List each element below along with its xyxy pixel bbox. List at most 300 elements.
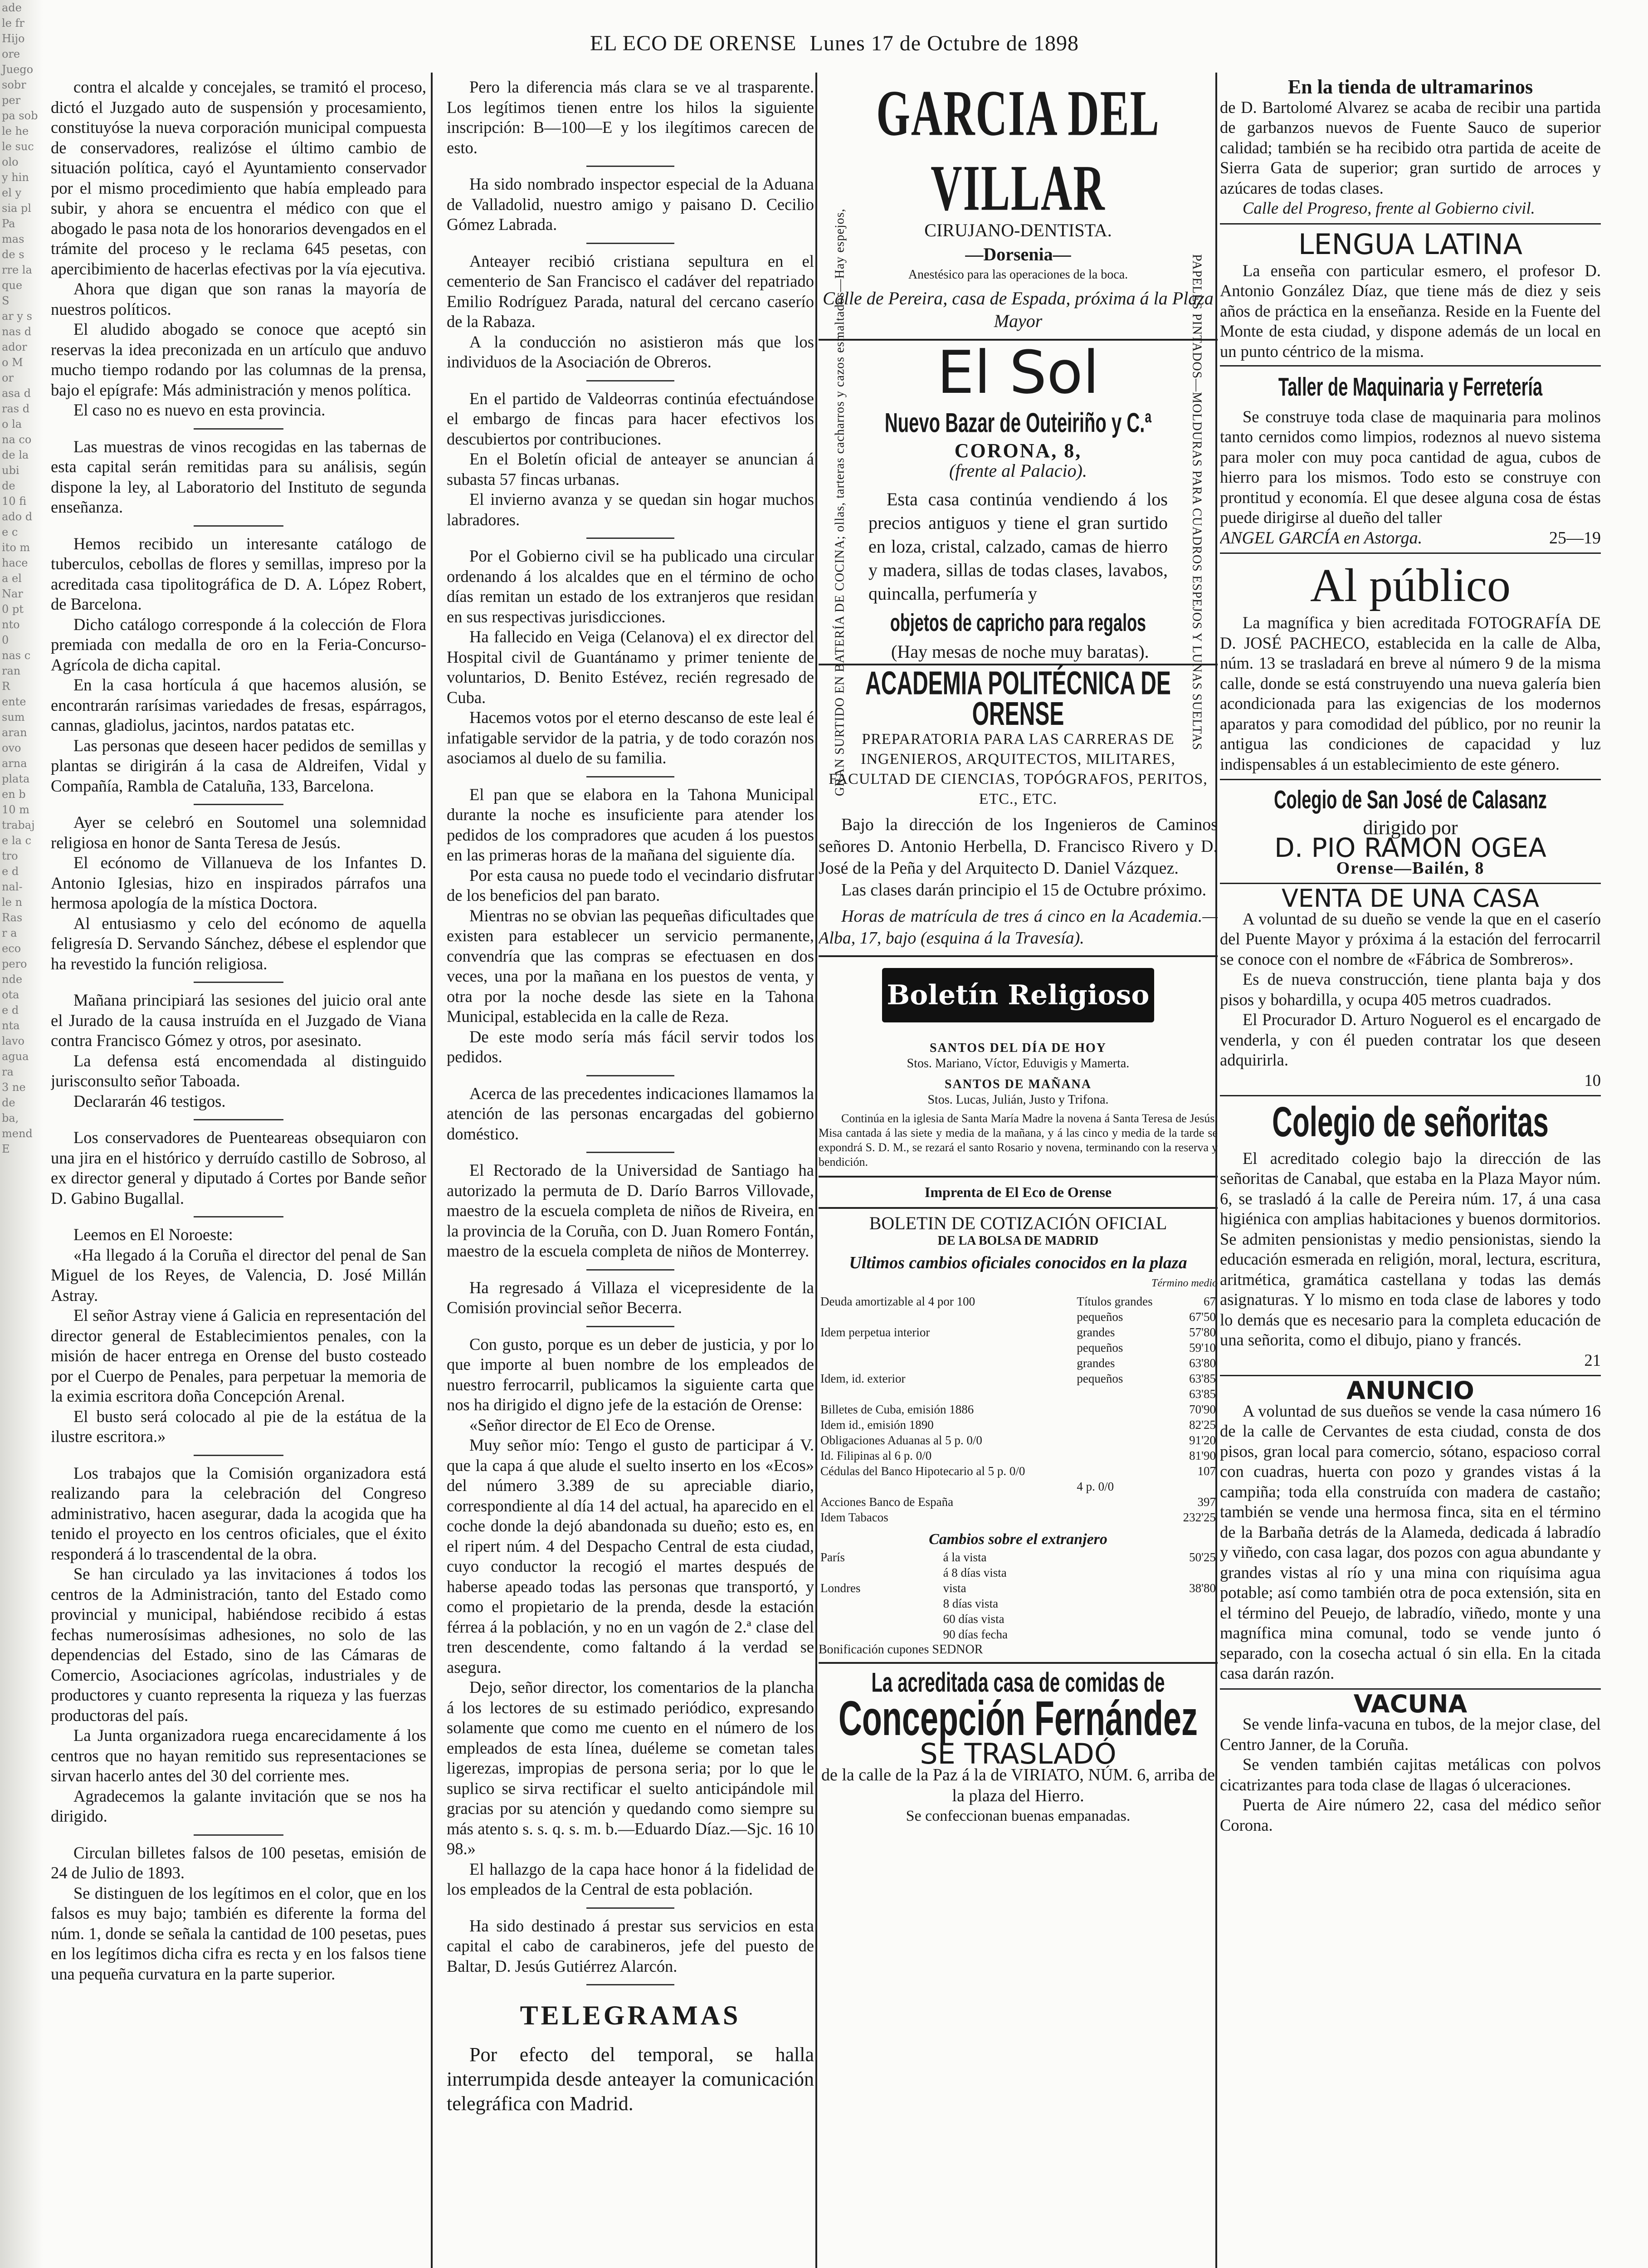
- table-row: [819, 1340, 1218, 1355]
- boletin-banner: Boletín Religioso: [882, 968, 1154, 1022]
- telegramas-text: Por efecto del temporal, se halla interrumpida desde anteayer la comunicación telegráfica con Madrid.: [447, 2043, 814, 2115]
- margin-fragment: ente: [2, 695, 26, 708]
- senoritas-ref: 21: [1584, 1350, 1601, 1369]
- margin-fragment: na co: [2, 433, 32, 446]
- margin-fragment: e la c: [2, 834, 31, 847]
- table-cell: á 8 días vista: [943, 1566, 1007, 1579]
- margin-fragment: 0 pt: [2, 603, 24, 616]
- table-cell: [819, 1355, 1075, 1371]
- margin-fragment: sum: [2, 711, 25, 723]
- table-cell: 67'50: [1189, 1310, 1216, 1324]
- calasanz-address: Orense—Bailén, 8: [1336, 858, 1485, 878]
- article-paragraph: Mientras no se obvian las pequeñas dificultades que existen para establecer un servicio permanente, convendría que las compras se efectuasen en dos veces, una por la mañana en los puestos de venta, y otra por la noche desde las siete en la Tahona Municipal, establecida en la calle de Reza.: [447, 906, 814, 1026]
- table-cell: [819, 1479, 1075, 1494]
- venta-ref: 10: [1584, 1070, 1601, 1090]
- margin-fragment: de: [2, 479, 15, 492]
- margin-fragment: ar y s: [2, 310, 32, 323]
- article-separator: [447, 1144, 814, 1160]
- margin-fragment: le fr: [2, 17, 24, 29]
- academia-prep: PREPARATORIA PARA LAS CARRERAS DE INGENIEROS, ARQUITECTOS, MILITARES, FACULTAD DE CIENCIAS, TOPÓGRAFOS, PERITOS, ETC., ETC.: [829, 731, 1208, 807]
- margin-fragment: o la: [2, 418, 22, 430]
- ultramarinos-address: Calle del Progreso, frente al Gobierno civil.: [1243, 199, 1535, 217]
- table-cell: [1075, 1402, 1173, 1417]
- table-cell: 70'90: [1189, 1402, 1216, 1416]
- article-separator: [447, 768, 814, 785]
- telegramas-title: TELEGRAMAS: [520, 2000, 741, 2030]
- table-cell: 8 días vista: [943, 1597, 999, 1610]
- article-paragraph: Se han circulado ya las invitaciones á todos los centros de la Administración, tanto del Estado como provincial y municipal, habiéndose recibido á estas fechas numerosísimas adhesiones, no solo de las dependencias del Estado, sino de las Cámaras de Comercio, Asociaciones agrícolas, industriales y de productores y cuanto representa la riqueza y las fuerzas productoras del país.: [51, 1564, 426, 1725]
- margin-fragment: or: [2, 371, 14, 384]
- article-separator: [51, 1447, 426, 1463]
- article-paragraph: Las muestras de vinos recogidas en las tabernas de esta capital serán remitidas para su análisis, según dispone la ley, al Laboratorio del Instituto de segunda enseñanza.: [51, 437, 426, 516]
- table-row: [819, 1355, 1218, 1371]
- table-cell: 91'20: [1189, 1433, 1216, 1447]
- article-separator: [447, 1318, 814, 1334]
- margin-fragment: ra: [2, 1066, 14, 1078]
- table-cell: 63'85: [1189, 1387, 1216, 1401]
- margin-fragment: aran: [2, 726, 27, 739]
- table-cell: [1075, 1463, 1173, 1479]
- concepcion-note: Se confeccionan buenas empanadas.: [906, 1807, 1131, 1824]
- margin-fragment: ota: [2, 988, 20, 1001]
- dentist-address: Calle de Pereira, casa de Espada, próxima á la Plaza Mayor: [823, 288, 1214, 331]
- margin-fragment: que: [2, 279, 23, 292]
- margin-fragment: nas c: [2, 649, 31, 662]
- table-cell: [1132, 1627, 1218, 1642]
- academia-ad: [819, 665, 1218, 957]
- article-paragraph: Ha regresado á Villaza el vicepresidente de la Comisión provincial señor Becerra.: [447, 1278, 814, 1317]
- article-paragraph: Ha fallecido en Veiga (Celanova) el ex director del Hospital civil de Guantánamo y primer teniente de voluntarios, D. Benito Estévez, recién regresado de Cuba.: [447, 627, 814, 707]
- academia-classes: Las clases darán principio el 15 de Octubre próximo.: [841, 880, 1207, 899]
- margin-fragment: ito m: [2, 541, 30, 554]
- academia-direction: Bajo la dirección de los Ingenieros de Caminos señores D. Antonio Herbella, D. Francisco Rivero y D. José de la Peña y del Arquitecto D. Daniel Vázquez.: [819, 815, 1218, 878]
- margin-fragment: arna: [2, 757, 27, 770]
- page-header: [54, 31, 1614, 63]
- article-paragraph: En la casa hortícula á que hacemos alusión, se encontrarán rarísimas variedades de fresas, espárragos, cannas, gladiolus, jacintos, nardos patatas etc.: [51, 675, 426, 734]
- calasanz-ad: [1220, 780, 1601, 884]
- article-paragraph: Ha sido nombrado inspector especial de la Aduana de Valladolid, nuestro amigo y paisano D. Cecilio Gómez Labrada.: [447, 175, 814, 234]
- table-cell: Deuda amortizable al 4 por 100: [820, 1294, 975, 1308]
- article-paragraph: Al entusiasmo y celo del ecónomo de aquella feligresía D. Servando Sánchez, débese el esplendor que ha revestido la función religiosa.: [51, 914, 426, 973]
- margin-fragment: e d: [2, 1004, 19, 1017]
- concepcion-intro: La acreditada casa de comidas de: [871, 1667, 1165, 1698]
- article-paragraph: Por el Gobierno civil se ha publicado una circular ordenando á los alcaldes que en el término de ocho días remitan un estado de los extranjeros que residan en sus respectivas jurisdicciones.: [447, 547, 814, 626]
- table-cell: [1075, 1386, 1173, 1402]
- issue-date: Lunes 17 de Octubre de 1898: [809, 31, 1079, 55]
- margin-fragment: en b: [2, 788, 26, 801]
- article-paragraph: El ecónomo de Villanueva de los Infantes D. Antonio Iglesias, hizo en inspirados párrafos una hermosa apología de la mística Doctora.: [51, 853, 426, 912]
- publico-body: La magnífica y bien acreditada FOTOGRAFÍA DE D. JOSÉ PACHECO, establecida en la calle de Alba, núm. 13 se trasladará en breve al número 9 de la misma calle, donde se está construyendo una nueva galería bien acondicionada para las exigencias de los modernos aparatos y para comodidad del público, por no reunir la antigua las condiciones de capacidad y luz indispensables á un establecimiento de este género.: [1220, 613, 1601, 773]
- article-paragraph: La Junta organizadora ruega encarecidamente á los centros que no hayan remitido sus representaciones se sirvan hacerlo antes del 30 del corriente mes.: [51, 1726, 426, 1785]
- table-cell: [819, 1596, 941, 1611]
- margin-fragment: ran: [2, 665, 21, 677]
- margin-fragment: nta: [2, 1019, 20, 1032]
- column-4: [1220, 77, 1601, 2268]
- table-cell: [1132, 1596, 1218, 1611]
- table-row: [819, 1565, 1218, 1580]
- article-paragraph: El caso no es nuevo en esta provincia.: [73, 401, 326, 419]
- table-cell: Cédulas del Banco Hipotecario al 5 p. 0/0: [820, 1464, 1025, 1478]
- sol-tables: (Hay mesas de noche muy baratas).: [891, 641, 1149, 662]
- column-rule-2: [815, 73, 817, 2268]
- margin-fragment: ba,: [2, 1112, 19, 1124]
- sol-side-left: GRAN SURTIDO EN BATERÍA DE COCINA; ollas, tarteras cacharros y cazos esmaltados—Hay espejos,: [833, 208, 847, 796]
- table-row: [819, 1549, 1218, 1565]
- margin-fragment: Pa: [2, 217, 15, 230]
- column-1: [51, 77, 426, 2268]
- margin-fragment: nde: [2, 973, 23, 986]
- table-row: [819, 1325, 1218, 1340]
- margin-fragment: de: [2, 1096, 15, 1109]
- dentist-title: CIRUJANO-DENTISTA.: [924, 220, 1112, 240]
- margin-fragment: tro: [2, 850, 18, 862]
- article-paragraph: En el Boletín oficial de anteayer se anuncian á subasta 57 fincas urbanas.: [447, 450, 814, 489]
- cotizacion-col-header: Término medio: [1151, 1277, 1218, 1289]
- concepcion-name: Concepción Fernández: [838, 1691, 1198, 1746]
- sol-gifts: objetos de capricho para regalos: [890, 608, 1146, 636]
- table-cell: 90 días fecha: [943, 1628, 1008, 1641]
- concepcion-address: de la calle de la Paz á la de VIRIATO, NÚM. 6, arriba de la plaza del Hierro.: [821, 1765, 1215, 1805]
- article-paragraph: El Rectorado de la Universidad de Santiago ha autorizado la permuta de D. Darío Barros Villovade, maestro de la escuela completa de niños de Riveira, en la provincia de la Coruña, con D. Juan Romero Fontán, maestro de la escuela completa de niños de Monterrey.: [447, 1161, 814, 1260]
- margin-fragment: nto: [2, 618, 20, 631]
- table-cell: Billetes de Cuba, emisión 1886: [820, 1402, 974, 1416]
- taller-body: Se construye toda clase de maquinaria para molinos tanto cernidos como limpios, rodeznos al nuevo sistema para moler con muy poca cantidad de agua, cubos de hierro para los mismos. Todo esto se construye con prontitud y economía. El que desee alguna cosa de éstas puede dirigirse al dueño del taller: [1220, 407, 1601, 527]
- margin-fragment: R: [2, 680, 10, 693]
- column-3: [819, 77, 1218, 2268]
- article-separator: [51, 420, 426, 437]
- table-cell: [819, 1611, 941, 1627]
- column-2: [447, 77, 814, 2268]
- adjacent-page-margin: [0, 0, 43, 2268]
- latina-body: La enseña con particular esmero, el profesor D. Antonio González Díaz, que tiene más de diez y seis años de práctica en la enseñanza. Reside en la Fuente del Monte de esta ciudad, y dispone además de un local en un punto céntrico de la misma.: [1220, 261, 1601, 361]
- article-separator: [51, 518, 426, 534]
- ultramarinos-body: de D. Bartolomé Alvarez se acaba de recibir una partida de garbanzos nuevos de Fuente Sauco de superior calidad; también se ha recibido otra partida de aceite de Sierra Gata de superior; gran surtido de arroces y azúcares de todas clases.: [1220, 98, 1601, 197]
- foreign-title: Cambios sobre el extranjero: [929, 1530, 1107, 1548]
- margin-fragment: ovo: [2, 742, 21, 754]
- article-paragraph: Circulan billetes falsos de 100 pesetas, emisión de 24 de Julio de 1893.: [51, 1843, 426, 1882]
- margin-fragment: trabaj: [2, 819, 35, 831]
- ultramarinos-ad: [1220, 77, 1601, 225]
- table-row: [819, 1611, 1218, 1627]
- table-cell: [1173, 1479, 1218, 1494]
- article-paragraph: Muy señor mío: Tengo el gusto de participar á V. que la capa á que alude el suelto inserto en los «Ecos» del número 3.389 de su apreciable diario, correspondiente al día 14 del actual, ha aparecido en el coche donde la dejó abandonada su dueño; esto es, en el ripert núm. 4 del Despacho Central de esta ciudad, cuyo conductor la recogió el martes después de haberse apeado todas las personas que transportó, y como el propietario de la prenda, desde la estación férrea á la población, y no en un vagón de 2.ª clase del tren descendente, como faltando á la verdad se asegura.: [447, 1436, 814, 1677]
- article-paragraph: El invierno avanza y se quedan sin hogar muchos labradores.: [447, 490, 814, 529]
- margin-fragment: le suc: [2, 140, 34, 153]
- table-row: [819, 1294, 1218, 1309]
- article-paragraph: Se distinguen de los legítimos en el color, que en los falsos es muy bajo; también es diferente la forma del núm. 1, donde se señala la cantidad de 100 pesetas, pues en los legítimos dicha cifra es recta y en los falsos tiene una pequeña curvatura en la parte superior.: [51, 1883, 426, 1983]
- margin-fragment: eco: [2, 942, 21, 955]
- article-paragraph: «Señor director de El Eco de Orense.: [469, 1415, 716, 1434]
- article-separator: [447, 1261, 814, 1278]
- article-paragraph: Anteayer recibió cristiana sepultura en el cementerio de San Francisco el cadáver del repatriado Emilio Rodríguez Parada, natural del cercano caserío de la Rabaza.: [447, 251, 814, 331]
- margin-fragment: mas: [2, 233, 24, 245]
- table-cell: [1075, 1448, 1173, 1463]
- table-row: [819, 1627, 1218, 1642]
- taller-title: Taller de Maquinaria y Ferretería: [1278, 373, 1543, 402]
- margin-fragment: pero: [2, 958, 27, 970]
- publico-ad: [1220, 554, 1601, 780]
- article-paragraph: El señor Astray viene á Galicia en representación del director general de Establecimientos penales, con la misión de hacer entrega en Orense del busto costeado por el Cuerpo de Penales, para perpetuar la memoria de la eximia escritora doña Concepción Arenal.: [51, 1306, 426, 1405]
- table-cell: [819, 1309, 1075, 1325]
- concepcion-moved: SE TRASLADÓ: [920, 1737, 1117, 1770]
- margin-fragment: ras d: [2, 402, 30, 415]
- dentist-name: GARCIA DEL VILLAR: [876, 77, 1160, 224]
- table-cell: Idem Tabacos: [820, 1510, 888, 1524]
- concepcion-ad: [819, 1664, 1218, 1826]
- margin-fragment: Nar: [2, 587, 23, 600]
- table-row: [819, 1596, 1218, 1611]
- table-cell: 60 días vista: [943, 1612, 1004, 1626]
- article-paragraph: «Ha llegado á la Coruña el director del penal de San Miguel de los Reyes, de Valencia, D. José Millán Astray.: [51, 1245, 426, 1305]
- table-cell: Idem perpetua interior: [820, 1325, 930, 1339]
- margin-fragment: el y: [2, 186, 22, 199]
- academia-hours: Horas de matrícula de tres á cinco en la Academia.—Alba, 17, bajo (esquina á la Travesía).: [819, 907, 1218, 948]
- article-separator: [51, 974, 426, 990]
- table-cell: Idem id., emisión 1890: [820, 1418, 934, 1432]
- article-paragraph: Por esta causa no puede todo el vecindario disfrutar de los beneficios del pan barato.: [447, 865, 814, 904]
- table-cell: á la vista: [943, 1550, 987, 1564]
- margin-fragment: mend: [2, 1127, 33, 1140]
- article-paragraph: El hallazgo de la capa hace honor á la fidelidad de los empleados de la Central de esta población.: [447, 1859, 814, 1898]
- venta-body-3: El Procurador D. Arturo Noguerol es el encargado de venderla, y con él pueden contratar los que deseen adquirirla.: [1220, 1010, 1601, 1069]
- article-paragraph: Acerca de las precedentes indicaciones llamamos la atención de las personas encargadas del gobierno doméstico.: [447, 1084, 814, 1143]
- column-rule-1: [431, 73, 433, 2268]
- dorsenia: —Dorsenia—: [965, 244, 1071, 264]
- table-cell: 63'85: [1189, 1371, 1216, 1385]
- paper-name: EL ECO DE ORENSE: [590, 31, 797, 55]
- article-paragraph: Ha sido destinado á prestar sus servicios en esta capital el cabo de carabineros, jefe del puesto de Baltar, D. Jesús Gutiérrez Alarcón.: [447, 1916, 814, 1975]
- sol-title: El Sol: [937, 338, 1099, 407]
- table-row: [819, 1432, 1218, 1448]
- margin-fragment: nal-: [2, 880, 23, 893]
- article-paragraph: Las personas que deseen hacer pedidos de semillas y plantas se dirigirán á la casa de Aldreifen, Vidal y Compañía, Rambla de Cataluña, 133, Barcelona.: [51, 736, 426, 795]
- table-cell: grandes: [1077, 1356, 1115, 1370]
- anuncio-ad: [1220, 1376, 1601, 1690]
- margin-fragment: sobr: [2, 78, 26, 91]
- article-paragraph: De este modo sería más fácil servir todos los pedidos.: [447, 1027, 814, 1066]
- venta-body: A voluntad de su dueño se vende la que en el caserío del Puente Mayor y próxima á la estación del ferrocarril se conoce con el nombre de «Fábrica de Sombreros».: [1220, 909, 1601, 968]
- table-cell: [1132, 1565, 1218, 1580]
- table-row: [819, 1494, 1218, 1510]
- venta-title: VENTA DE UNA CASA: [1281, 884, 1540, 913]
- margin-fragment: ade: [2, 1, 22, 14]
- article-paragraph: Hacemos votos por el eterno descanso de este leal é infatigable servidor de la patria, y de todo corazón nos asociamos al duelo de su familia.: [447, 708, 814, 767]
- article-separator: [447, 372, 814, 389]
- table-cell: [819, 1386, 1075, 1402]
- margin-fragment: o M: [2, 356, 23, 369]
- margin-fragment: S: [2, 294, 10, 307]
- table-row: [819, 1402, 1218, 1417]
- margin-fragment: ado d: [2, 510, 33, 523]
- vacuna-ad: [1220, 1690, 1601, 1840]
- table-cell: grandes: [1077, 1325, 1115, 1339]
- taller-footer: [1220, 528, 1601, 548]
- table-row: [819, 1386, 1218, 1402]
- article-paragraph: Leemos en El Noroeste:: [73, 1225, 233, 1244]
- article-separator: [447, 1067, 814, 1084]
- table-cell: 50'25: [1189, 1550, 1216, 1564]
- table-cell: [819, 1340, 1075, 1355]
- margin-fragment: ador: [2, 341, 27, 353]
- margin-fragment: asa d: [2, 387, 31, 400]
- article-paragraph: Los conservadores de Puenteareas obsequiaron con una jira en el histórico y derruído castillo de Sobroso, al ex director general y diputado á Cortes por Bande señor D. Gabino Bugallal.: [51, 1128, 426, 1207]
- calasanz-director: D. PIO RAMON OGEA: [1274, 832, 1546, 863]
- venta-body-2: Es de nueva construcción, tiene planta baja y dos pisos y bohardilla, y ocupa 405 metros cuadrados.: [1220, 970, 1601, 1009]
- margin-fragment: le n: [2, 896, 22, 909]
- margin-fragment: 10 m: [2, 803, 29, 816]
- santos-manana: Stos. Lucas, Julián, Justo y Trifona.: [927, 1093, 1109, 1107]
- latina-ad: [1220, 225, 1601, 367]
- margin-fragment: le he: [2, 125, 29, 137]
- table-row: [819, 1580, 1218, 1596]
- sol-location: (frente al Palacio).: [949, 460, 1087, 481]
- cotizacion-title: BOLETIN DE COTIZACIÓN OFICIAL: [869, 1212, 1167, 1233]
- article-paragraph: El busto será colocado al pie de la estátua de la ilustre escritora.»: [51, 1407, 426, 1446]
- table-cell: 63'80: [1189, 1356, 1216, 1370]
- table-cell: [1075, 1432, 1173, 1448]
- vacuna-body: Se vende linfa-vacuna en tubos, de la mejor clase, del Centro Janner, de la Coruña.: [1220, 1715, 1601, 1754]
- margin-fragment: agua: [2, 1050, 29, 1063]
- margin-fragment: E: [2, 1143, 10, 1155]
- margin-fragment: per: [2, 94, 21, 107]
- sol-street: CORONA, 8,: [954, 439, 1082, 462]
- table-row: [819, 1309, 1218, 1325]
- senoritas-title: Colegio de señoritas: [1272, 1099, 1549, 1146]
- article-paragraph: El aludido abogado se conoce que aceptó sin reservas la idea preconizada en un artículo que anduvo mucho tiempo rodando por las columnas de la prensa, bajo el epígrafe: Más administración y menos política.: [51, 320, 426, 399]
- table-cell: [819, 1627, 941, 1642]
- margin-fragment: ore: [2, 48, 20, 60]
- taller-ref: 25—19: [1549, 528, 1601, 547]
- anuncio-body: A voluntad de sus dueños se vende la casa número 16 de la calle de Cervantes de esta ciudad, consta de dos pisos, gran local para comercio, sótano, espacioso corral con cuadras, huerta con pozo y grandes vistas á la campiña; toda ella construída con madera de castaño; también se vende una hermosa finca, sita en el término de la Barbaña detrás de la Alameda, dedicada á labradío y viñedo, con casa lagar, dos pozos con agua abundante y grandes vistas al río y una mina con riquísima agua potable; así como también otra de poca extensión, sita en el término del Peuejo, de labradío, viñedo, monte y una magnífica mina comunal, todo se vende junto ó separado, con la cosecha actual ó sin ella. En la citada casa darán razón.: [1220, 1401, 1601, 1682]
- margin-fragment: e c: [2, 526, 18, 538]
- table-cell: pequeños: [1077, 1340, 1123, 1354]
- margin-fragment: hace: [2, 557, 28, 569]
- table-row: [819, 1371, 1218, 1386]
- senoritas-body: El acreditado colegio bajo la dirección de las señoritas de Canabal, que estaba en la Plaza Mayor núm. 6, se trasladó á la calle de Pereira núm. 17, á una casa higiénica con amplias habitaciones y buenos dormitorios. Se admiten pensionistas y medio pensionistas, siendo la educación esmerada en religión, moral, lectura, escritura, aritmética, gramática castellana y todas las demás asignaturas. Y lo mismo en toda clase de labores y todo lo demás que es necesario para la completa educación de una señorita, como el dibujo, piano y francés.: [1220, 1149, 1601, 1349]
- vacuna-body-2: Se venden también cajitas metálicas con polvos cicatrizantes para toda clase de llagas ó ulceraciones.: [1220, 1755, 1601, 1794]
- table-row: [819, 1510, 1218, 1525]
- article-paragraph: Los trabajos que la Comisión organizadora está realizando para la celebración del Congreso administrativo, hacen asegurar, dada la acogida que ha tenido el proyecto en los centros oficiales, que el éxito responderá á lo trascendental de la obra.: [51, 1463, 426, 1563]
- article-separator: [51, 1827, 426, 1843]
- table-cell: París: [820, 1550, 845, 1564]
- boletin-religioso: [819, 957, 1218, 1178]
- table-cell: 4 p. 0/0: [1077, 1479, 1114, 1493]
- cotizacion-subtitle: DE LA BOLSA DE MADRID: [937, 1234, 1099, 1248]
- table-cell: 81'90: [1189, 1448, 1216, 1462]
- table-cell: [819, 1565, 941, 1580]
- table-cell: Londres: [820, 1581, 861, 1595]
- imprenta: Imprenta de El Eco de Orense: [819, 1178, 1218, 1209]
- cotizacion: [819, 1209, 1218, 1664]
- margin-fragment: e d: [2, 865, 19, 878]
- margin-fragment: plata: [2, 772, 30, 785]
- article-paragraph: Pero la diferencia más clara se ve al trasparente. Los legítimos tienen entre los hilos la siguiente inscripción: B—100—E y los ilegítimos carecen de esto.: [447, 78, 814, 157]
- article-paragraph: Ahora que digan que son ranas la mayoría de nuestros políticos.: [51, 279, 426, 318]
- table-cell: Idem, id. exterior: [820, 1371, 906, 1385]
- cotizacion-section: Ultimos cambios oficiales conocidos en la plaza: [849, 1253, 1187, 1272]
- margin-fragment: olo: [2, 156, 19, 168]
- margin-fragment: Ras: [2, 911, 23, 924]
- article-separator: [51, 1111, 426, 1128]
- santos-hoy-title: SANTOS DEL DÍA DE HOY: [929, 1041, 1107, 1055]
- margin-fragment: de la: [2, 449, 29, 461]
- table-cell: [1075, 1494, 1173, 1510]
- cotizacion-table: [819, 1294, 1218, 1525]
- article-paragraph: En el partido de Valdeorras continúa efectuándose el embargo de fincas para hacer efectivos los descubiertos por contribuciones.: [447, 389, 814, 448]
- taller-owner: ANGEL GARCÍA en Astorga.: [1220, 528, 1423, 547]
- latina-title: LENGUA LATINA: [1298, 227, 1523, 261]
- table-cell: Id. Filipinas al 6 p. 0/0: [820, 1448, 932, 1462]
- article-paragraph: El pan que se elabora en la Tahona Municipal durante la noche es insuficiente para atender los pedidos de los compradores que acuden á los puestos en las primeras horas de la mañana del siguiente día.: [447, 785, 814, 864]
- table-cell: 232'25: [1183, 1510, 1216, 1524]
- article-separator: [447, 235, 814, 251]
- article-paragraph: A la conducción no asistieron más que los individuos de la Asociación de Obreros.: [447, 332, 814, 371]
- article-paragraph: Ayer se celebró en Soutomel una solemnidad religiosa en honor de Santa Teresa de Jesús.: [51, 813, 426, 852]
- sol-subtitle: Nuevo Bazar de Outeiriño y C.ª: [884, 408, 1152, 438]
- table-cell: Títulos grandes: [1077, 1294, 1153, 1308]
- academia-title: ACADEMIA POLITÉCNICA DE ORENSE: [865, 665, 1171, 732]
- margin-fragment: a el: [2, 572, 22, 585]
- margin-fragment: pa sob: [2, 109, 38, 122]
- article-separator: [447, 1900, 814, 1916]
- table-cell: [1075, 1417, 1173, 1432]
- table-cell: 38'80: [1189, 1581, 1216, 1595]
- table-cell: [1075, 1510, 1173, 1525]
- margin-fragment: ubi: [2, 464, 20, 477]
- venta-ad: [1220, 884, 1601, 1096]
- table-row: [819, 1448, 1218, 1463]
- margin-fragment: 0: [2, 634, 9, 646]
- table-cell: 107: [1197, 1464, 1216, 1478]
- bonificacion: Bonificación cupones SEDNOR: [819, 1642, 983, 1657]
- table-cell: pequeños: [1077, 1371, 1123, 1385]
- table-cell: 67: [1204, 1294, 1216, 1308]
- article-paragraph: Con gusto, porque es un deber de justicia, y por lo que importe al buen nombre de los empleados de nuestro ferrocarril, publicamos la siguiente carta que nos ha dirigido el digno jefe de la estación de Orense:: [447, 1334, 814, 1414]
- article-paragraph: contra el alcalde y concejales, se tramitó el proceso, dictó el Juzgado auto de suspensión y procesamiento, constituyóse la nueva corporación municipal compuesta de conservadores, realizóse el último cambio de situación política, cayó el Ayuntamiento conservador por el mismo procedimiento que había empleado para subir, y ahora se encuentra el médico con que el abogado le pasa nota de los honorarios devengados en el trámite del proceso y le reclama 645 pesetas, con apercibimiento de hacerlas efectivas por la vía ejecutiva.: [51, 78, 426, 278]
- vacuna-title: VACUNA: [1353, 1689, 1468, 1718]
- table-cell: vista: [943, 1581, 966, 1595]
- table-row: [819, 1479, 1218, 1494]
- table-cell: pequeños: [1077, 1310, 1123, 1324]
- margin-fragment: nas d: [2, 325, 32, 338]
- article-paragraph: Dejo, señor director, los comentarios de la plancha á los lectores de su estimado periódico, expresando solamente que como me cuento en el número de los empleados de esta línea, duéleme se cometan tales ligerezas, impropias de persona seria; por lo que le suplico se sirva rectificar el suelto anticipándole mil gracias por su atención y quedando como siempre su más atento s. s. q. s. m. b.—Eduardo Díaz.—Sjc. 16 10 98.»: [447, 1678, 814, 1858]
- margin-fragment: Hijo: [2, 32, 25, 45]
- table-cell: 397: [1197, 1495, 1216, 1509]
- foreign-table: [819, 1549, 1218, 1642]
- table-row: [819, 1417, 1218, 1432]
- sol-body: Esta casa continúa vendiendo á los precios antiguos y tiene el gran surtido en loza, cristal, calzado, camas de hierro y madera, sillas de todas clases, lavabos, quincalla, perfumería y: [868, 489, 1168, 604]
- table-cell: Obligaciones Aduanas al 5 p. 0/0: [820, 1433, 982, 1447]
- vacuna-body-3: Puerta de Aire número 22, casa del médico señor Corona.: [1220, 1795, 1601, 1834]
- article-paragraph: Hemos recibido un interesante catálogo de tuberculos, cebollas de flores y semillas, impreso por la acreditada casa tipolitográfica de D. A. López Robert, de Barcelona.: [51, 534, 426, 613]
- article-separator: [51, 1208, 426, 1225]
- table-cell: 59'10: [1189, 1340, 1216, 1354]
- taller-ad: [1220, 367, 1601, 554]
- novena-note: Continúa en la iglesia de Santa María Madre la novena á Santa Teresa de Jesús. Misa cantada á las siete y media de la mañana, y á las cinco y media de la tarde se expondrá S. D. M., se rezará el santo Rosario y novena, terminando con la reserva y bendición.: [819, 1112, 1218, 1168]
- margin-fragment: rre la: [2, 264, 32, 276]
- table-cell: [1132, 1611, 1218, 1627]
- sol-side-right: PAPELES PINTADOS—MOLDURAS PARA CUADROS ESPEJOS Y LUNAS SUELTAS: [1189, 254, 1204, 751]
- table-cell: Acciones Banco de España: [820, 1495, 954, 1509]
- margin-fragment: de s: [2, 248, 24, 261]
- publico-title: Al público: [1310, 559, 1511, 611]
- margin-fragment: 10 fi: [2, 495, 27, 508]
- table-row: [819, 1463, 1218, 1479]
- article-separator: [51, 796, 426, 812]
- santos-hoy: Stos. Mariano, Víctor, Eduvigis y Mamerta.: [907, 1056, 1130, 1070]
- anuncio-title: ANUNCIO: [1346, 1376, 1474, 1405]
- senoritas-ad: [1220, 1096, 1601, 1376]
